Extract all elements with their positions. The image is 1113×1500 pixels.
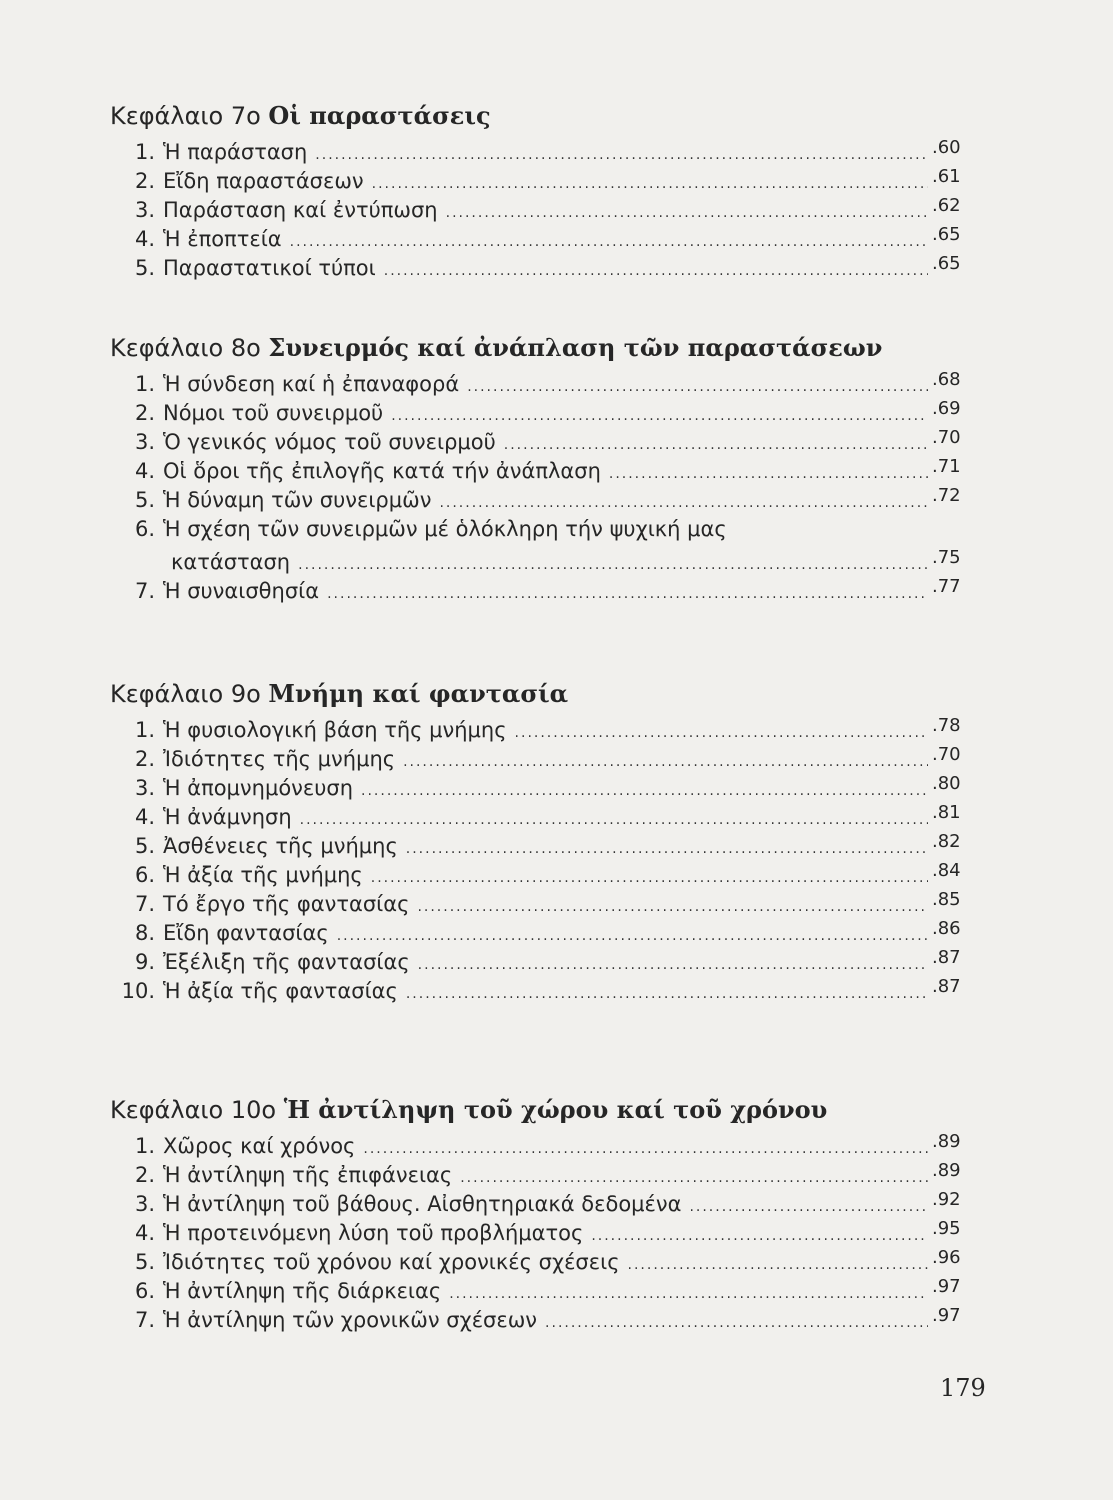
entry-text: Ἡ σύνδεση καί ἡ ἐπαναφορά — [163, 372, 460, 396]
chapter-prefix: Κεφάλαιο 8ο — [110, 334, 261, 362]
toc-entry[interactable] — [110, 1277, 970, 1306]
entry-number: 5. — [134, 834, 155, 858]
toc-entry[interactable] — [110, 948, 970, 977]
entry-number: 3. — [134, 776, 155, 800]
entry-number: 6. — [134, 863, 155, 887]
leader-dots — [290, 228, 928, 257]
entry-page: .61 — [932, 166, 961, 187]
entry-text: Ἡ συναισθησία — [163, 579, 320, 603]
entry-text: Χῶρος καί χρόνος — [163, 1134, 356, 1158]
leader-dots — [298, 551, 928, 580]
chapter-prefix: Κεφάλαιο 9ο — [110, 680, 261, 708]
entry-page: .60 — [932, 137, 961, 158]
toc-entry[interactable] — [110, 890, 970, 919]
toc-entry[interactable] — [110, 457, 970, 486]
leader-dots — [449, 1280, 928, 1309]
entry-number: 1. — [134, 372, 155, 396]
entry-page: .87 — [932, 947, 961, 968]
entry-page: .77 — [932, 576, 961, 597]
entry-page: .80 — [932, 773, 961, 794]
entry-text: Ἐξέλιξη τῆς φαντασίας — [163, 950, 410, 974]
entry-number: 6. — [134, 517, 155, 541]
toc-entry[interactable] — [110, 577, 970, 606]
leader-dots — [545, 1309, 928, 1338]
toc-entry[interactable] — [110, 716, 970, 745]
leader-dots — [372, 170, 928, 199]
entry-text: Ἡ φυσιολογική βάση τῆς μνήμης — [163, 718, 507, 742]
entry-number: 7. — [134, 892, 155, 916]
chapter-heading: Συνειρμός καί ἀνάπλαση τῶν παραστάσεων — [268, 333, 883, 362]
entry-page: .85 — [932, 889, 961, 910]
toc-entry[interactable] — [110, 1306, 970, 1335]
chapter-heading: Μνήμη καί φαντασία — [268, 679, 569, 708]
entry-page: .72 — [932, 485, 961, 506]
entry-page: .84 — [932, 860, 961, 881]
entry-text: Ἡ δύναμη τῶν συνειρμῶν — [163, 488, 432, 512]
toc-entry[interactable] — [110, 803, 970, 832]
page-number: 179 — [940, 1374, 986, 1402]
entry-number: 5. — [134, 1250, 155, 1274]
entry-page: .65 — [932, 224, 961, 245]
leader-dots — [384, 257, 928, 286]
leader-dots — [300, 806, 928, 835]
entry-text: Ἡ ἀπομνημόνευση — [163, 776, 354, 800]
entry-text: Ἡ ἀντίληψη τῆς ἐπιφάνειας — [163, 1163, 453, 1187]
toc-entry[interactable] — [110, 1248, 970, 1277]
entry-number: 7. — [134, 1308, 155, 1332]
entry-number: 10. — [121, 979, 155, 1003]
entry-number: 1. — [134, 1134, 155, 1158]
entry-page: .82 — [932, 831, 961, 852]
leader-dots — [504, 431, 928, 460]
entry-number: 2. — [134, 169, 155, 193]
entry-text: Ἡ ἀνάμνηση — [163, 805, 292, 829]
toc-entry[interactable] — [110, 1132, 970, 1161]
entry-page: .70 — [932, 427, 961, 448]
leader-dots — [689, 1193, 928, 1222]
toc-entry[interactable] — [110, 977, 970, 1006]
chapter-8 — [110, 330, 970, 606]
entry-text: Ἡ σχέση τῶν συνειρμῶν μέ ὁλόκληρη τήν ψυχική μας — [163, 517, 727, 541]
entry-number: 9. — [134, 950, 155, 974]
leader-dots — [591, 1222, 928, 1251]
leader-dots — [315, 141, 928, 170]
entry-text: Ἡ ἀντίληψη τοῦ βάθους. Αἰσθητηριακά δεδομένα — [163, 1192, 682, 1216]
toc-entry[interactable] — [110, 399, 970, 428]
leader-dots — [361, 777, 928, 806]
chapter-title — [110, 330, 970, 366]
toc-entry[interactable] — [110, 138, 970, 167]
chapter-heading: Ἡ ἀντίληψη τοῦ χώρου καί τοῦ χρόνου — [283, 1095, 828, 1124]
chapter-heading: Οἱ παραστάσεις — [268, 101, 491, 130]
entry-page: .96 — [932, 1247, 961, 1268]
chapter-title — [110, 1092, 970, 1128]
entry-page: .78 — [932, 715, 961, 736]
entry-text: Εἴδη φαντασίας — [163, 921, 329, 945]
toc-entry-continuation[interactable] — [110, 548, 970, 577]
leader-dots — [403, 748, 928, 777]
chapter-prefix: Κεφάλαιο 10ο — [110, 1096, 277, 1124]
toc-entry[interactable] — [110, 486, 970, 515]
entry-page: .87 — [932, 976, 961, 997]
leader-dots — [371, 864, 928, 893]
leader-dots — [446, 199, 928, 228]
leader-dots — [417, 893, 928, 922]
entry-text: κατάσταση — [171, 550, 291, 574]
entry-text: Ἡ ἀξία τῆς μνήμης — [163, 863, 363, 887]
entry-text: Ἡ προτεινόμενη λύση τοῦ προβλήματος — [163, 1221, 584, 1245]
chapter-9 — [110, 676, 970, 1006]
entry-number: 8. — [134, 921, 155, 945]
leader-dots — [418, 951, 928, 980]
toc-entry[interactable] — [110, 919, 970, 948]
entry-page: .69 — [932, 398, 961, 419]
entry-text: Νόμοι τοῦ συνειρμοῦ — [163, 401, 384, 425]
entry-page: .97 — [932, 1276, 961, 1297]
entry-number: 2. — [134, 747, 155, 771]
entry-text: Ἡ ἀντίληψη τῆς διάρκειας — [163, 1279, 442, 1303]
entry-number: 7. — [134, 579, 155, 603]
chapter-prefix: Κεφάλαιο 7ο — [110, 102, 261, 130]
leader-dots — [337, 922, 928, 951]
entry-number: 3. — [134, 198, 155, 222]
entry-text: Εἴδη παραστάσεων — [163, 169, 364, 193]
toc-entry[interactable] — [110, 254, 970, 283]
entry-number: 3. — [134, 1192, 155, 1216]
chapter-title — [110, 676, 970, 712]
toc-entry[interactable] — [110, 196, 970, 225]
leader-dots — [628, 1251, 928, 1280]
toc-entry[interactable] — [110, 832, 970, 861]
entry-text: Παραστατικοί τύποι — [163, 256, 376, 280]
entry-page: .70 — [932, 744, 961, 765]
entry-text: Παράσταση καί ἐντύπωση — [163, 198, 438, 222]
leader-dots — [515, 719, 928, 748]
leader-dots — [327, 580, 928, 609]
chapter-10 — [110, 1092, 970, 1335]
entry-number: 2. — [134, 401, 155, 425]
entry-text: Ἡ ἀξία τῆς φαντασίας — [163, 979, 398, 1003]
chapter-7 — [110, 98, 970, 283]
entry-text: Ἀσθένειες τῆς μνήμης — [163, 834, 398, 858]
toc-entry[interactable] — [110, 515, 970, 548]
entry-text: Οἱ ὅροι τῆς ἐπιλογῆς κατά τήν ἀνάπλαση — [163, 459, 601, 483]
leader-dots — [391, 402, 928, 431]
entry-page: .92 — [932, 1189, 961, 1210]
entry-text: Ἡ παράσταση — [163, 140, 308, 164]
entry-number: 1. — [134, 140, 155, 164]
entry-number: 4. — [134, 805, 155, 829]
toc-entry[interactable] — [110, 370, 970, 399]
leader-dots — [406, 980, 928, 1009]
entry-page: .89 — [932, 1160, 961, 1181]
entry-number: 6. — [134, 1279, 155, 1303]
toc-entry[interactable] — [110, 1190, 970, 1219]
entry-page: .95 — [932, 1218, 961, 1239]
entry-number: 3. — [134, 430, 155, 454]
entry-text: Ἡ ἐποπτεία — [163, 227, 282, 251]
entry-page: .97 — [932, 1305, 961, 1326]
entry-text: Ὁ γενικός νόμος τοῦ συνειρμοῦ — [163, 430, 496, 454]
entry-page: .75 — [932, 547, 961, 568]
entry-text: Ἰδιότητες τῆς μνήμης — [163, 747, 396, 771]
entry-number: 5. — [134, 488, 155, 512]
toc-entry[interactable] — [110, 745, 970, 774]
leader-dots — [363, 1135, 928, 1164]
leader-dots — [439, 489, 928, 518]
entry-page: .89 — [932, 1131, 961, 1152]
entry-number: 4. — [134, 1221, 155, 1245]
entry-number: 4. — [134, 459, 155, 483]
entry-page: .68 — [932, 369, 961, 390]
chapter-title — [110, 98, 970, 134]
toc-entry[interactable] — [110, 861, 970, 890]
leader-dots — [460, 1164, 928, 1193]
entry-page: .81 — [932, 802, 961, 823]
entry-number: 1. — [134, 718, 155, 742]
entry-number: 4. — [134, 227, 155, 251]
entry-text: Ἰδιότητες τοῦ χρόνου καί χρονικές σχέσεις — [163, 1250, 620, 1274]
entry-page: .62 — [932, 195, 961, 216]
entry-number: 2. — [134, 1163, 155, 1187]
entry-page: .86 — [932, 918, 961, 939]
toc-entry[interactable] — [110, 1219, 970, 1248]
leader-dots — [406, 835, 928, 864]
toc-entry[interactable] — [110, 774, 970, 803]
leader-dots — [609, 460, 928, 489]
toc-entry[interactable] — [110, 1161, 970, 1190]
entry-page: .71 — [932, 456, 961, 477]
entry-text: Ἡ ἀντίληψη τῶν χρονικῶν σχέσεων — [163, 1308, 538, 1332]
toc-entry[interactable] — [110, 167, 970, 196]
toc-entry[interactable] — [110, 225, 970, 254]
entry-text: Τό ἔργο τῆς φαντασίας — [163, 892, 410, 916]
entry-number: 5. — [134, 256, 155, 280]
toc-entry[interactable] — [110, 428, 970, 457]
entry-page: .65 — [932, 253, 961, 274]
leader-dots — [467, 373, 928, 402]
